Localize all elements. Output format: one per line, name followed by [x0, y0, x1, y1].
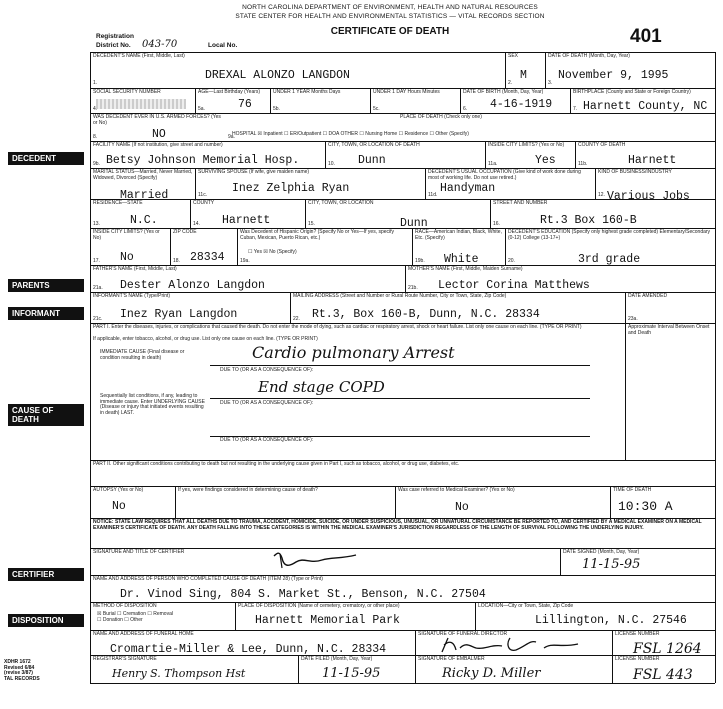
county-of-death-value: Harnett [628, 154, 677, 167]
disposition-tab: DISPOSITION [8, 614, 84, 627]
item-number: 21c. [93, 316, 103, 322]
caption-informant: INFORMANT'S NAME (Type/Print) [93, 293, 171, 299]
caption-usual-occupation: DECEDENT'S USUAL OCCUPATION (Give kind of work done during most of working life. Do not use retired.) [428, 169, 581, 181]
caption-date-amended: DATE AMENDED [628, 293, 668, 299]
caption-hispanic-origin: Was Decedent of Hispanic Origin? (Specify No or Yes—If yes, specify Cuban, Mexican, Puerto Rican, etc.) [240, 229, 395, 241]
center-line: STATE CENTER FOR HEALTH AND ENVIRONMENTAL STATISTICS — VITAL RECORDS SECTION [235, 13, 545, 20]
caption-license-number-2: LICENSE NUMBER [615, 656, 660, 662]
caption-date-signed: DATE SIGNED (Month, Day, Year) [563, 549, 640, 555]
caption-sex: SEX [508, 53, 519, 59]
item-number: 4. [93, 106, 98, 112]
item-number: 17. [93, 258, 100, 264]
date-of-birth-value: 4-16-1919 [490, 98, 553, 111]
item-number: 12. [598, 192, 605, 198]
caption-ssn: SOCIAL SECURITY NUMBER [93, 89, 161, 95]
item-number: 3. [548, 80, 553, 86]
due-to-a-value: End stage COPD [258, 378, 385, 396]
decedent-tab: DECEDENT [8, 152, 84, 165]
autopsy-value: No [112, 500, 126, 513]
item-number: 13. [93, 221, 100, 227]
date-filed-value: 11-15-95 [322, 666, 381, 681]
item-number: 21b. [408, 285, 418, 291]
caption-mailing-address: MAILING ADDRESS (Street and Number or Rural Route Number, City or Town, State, Zip Code) [293, 293, 507, 299]
item-number: 15. [308, 221, 315, 227]
caption-residence-state: RESIDENCE—STATE [93, 200, 143, 206]
mailing-address-value: Rt.3, Box 160-B, Dunn, N.C. 28334 [312, 308, 540, 321]
item-number: 14. [193, 221, 200, 227]
medical-examiner-notice: NOTICE: STATE LAW REQUIRES THAT ALL DEATHS DUE TO TRAUMA, ACCIDENT, HOMICIDE, SUICIDE, OR UNDER SUSPICIOUS, UNUSUAL, OR UNNATURAL CIRCUMSTANCE BE REPORTED TO, AND CERTIFIED BY A MEDICAL EXAMINER ON A MEDICAL EXAMINER'S CERTIFICATE OF DEATH. ANY DEATH FALLING INTO THESE CATEGORIES IS WITHIN THE MEDICAL EXAMINER'S JURISDICTION REGARDLESS OF THE LENGTH OF SURVIVAL FOLLOWING THE UNDERLYING INJURY. [93, 519, 702, 531]
caption-surviving-spouse: SURVIVING SPOUSE (If wife, give maiden name) [198, 169, 310, 175]
immediate-cause-value: Cardio pulmonary Arrest [252, 343, 455, 362]
residence-state-value: N.C. [130, 214, 158, 227]
item-number: 6. [463, 106, 468, 112]
item-number: 1. [93, 80, 98, 86]
caption-decedent-name: DECEDENT'S NAME (First, Middle, Last) [93, 53, 185, 59]
item-number: 2. [508, 80, 513, 86]
caption-inside-city-limits-2: INSIDE CITY LIMITS? (Yes or No) [93, 229, 160, 241]
armed-forces-value: NO [152, 128, 166, 141]
item-number: 9b. [93, 161, 100, 167]
item-number: 9a. [228, 134, 235, 140]
caption-part1-b: If applicable, enter tobacco, alcohol, or drug use. List only one cause on each line. (TYPE OR PRINT) [93, 336, 318, 342]
medical-examiner-value: No [455, 501, 469, 514]
street-value: Rt.3 Box 160-B [540, 214, 637, 227]
item-number: 20. [508, 258, 515, 264]
registrar-signature-value: Henry S. Thompson Hst [112, 667, 246, 680]
form-revision-note: XDHR 1672 Revised 6/84 (revise 3/87) TAL RECORDS [4, 659, 40, 682]
caption-funeral-home: NAME AND ADDRESS OF FUNERAL HOME [93, 631, 194, 637]
caption-due-to-c: DUE TO (OR AS A CONSEQUENCE OF): [220, 437, 314, 443]
facility-name-value: Betsy Johnson Memorial Hosp. [106, 154, 300, 167]
caption-street: STREET AND NUMBER [493, 200, 548, 206]
caption-under-1-day: UNDER 1 DAY Hours Minutes [373, 89, 440, 95]
caption-method-disposition: METHOD OF DISPOSITION [93, 603, 157, 609]
item-number: 16. [493, 221, 500, 227]
caption-place-of-disposition: PLACE OF DISPOSITION (Name of cemetery, crematory, or other place) [238, 603, 400, 609]
embalmer-signature-value: Ricky D. Miller [442, 666, 541, 681]
caption-immediate-cause: IMMEDIATE CAUSE (Final disease or condition resulting in death) [100, 349, 185, 361]
license-2-value: FSL 443 [633, 667, 693, 683]
certifier-tab: CERTIFIER [8, 568, 84, 581]
inside-city-limits-2-value: No [120, 251, 134, 264]
district-number: 043-70 [142, 39, 178, 50]
caption-license-number: LICENSE NUMBER [615, 631, 660, 637]
item-number: 5a. [198, 106, 205, 112]
caption-date-of-death: DATE OF DEATH (Month, Day, Year) [548, 53, 630, 59]
date-of-death-value: November 9, 1995 [558, 69, 669, 82]
surviving-spouse-value: Inez Zelphia Ryan [232, 182, 350, 195]
caption-facility-name: FACILITY NAME (If not institution, give street and number) [93, 142, 223, 148]
decedent-name-value: DREXAL ALONZO LANGDON [205, 69, 350, 82]
caption-zip: ZIP CODE [173, 229, 197, 235]
caption-part2: PART II. Other significant conditions contributing to death but not resulting in the underlying cause given in Part I, such as tobacco, alcohol, or drug use, diabetes, etc. [93, 461, 460, 467]
caption-due-to-b: DUE TO (OR AS A CONSEQUENCE OF): [220, 400, 314, 406]
item-number: 11d. [428, 192, 438, 198]
caption-due-to-a: DUE TO (OR AS A CONSEQUENCE OF): [220, 367, 314, 373]
certificate-title: CERTIFICATE OF DEATH [330, 26, 450, 37]
district-label: District No. [96, 42, 131, 49]
residence-county-value: Harnett [222, 214, 271, 227]
item-number: 22. [293, 316, 300, 322]
caption-place-of-death: PLACE OF DEATH (Check only one) [400, 114, 482, 120]
place-of-disposition-value: Harnett Memorial Park [255, 614, 400, 627]
registration-label: Registration [96, 33, 134, 40]
caption-inside-city-limits: INSIDE CITY LIMITS? (Yes or No) [488, 142, 565, 148]
item-number: 5b. [273, 106, 280, 112]
caption-armed-forces: WAS DECEDENT EVER IN U.S. ARMED FORCES? (Yes or No) [93, 114, 221, 126]
certifier-signature [270, 550, 360, 577]
funeral-home-value: Cromartie-Miller & Lee, Dunn, N.C. 28334 [110, 643, 387, 656]
parents-tab: PARENTS [8, 279, 84, 292]
caption-marital-status: MARITAL STATUS—Married, Never Married, Widowed, Divorced (Specify) [93, 169, 193, 181]
item-number: 7. [573, 106, 578, 112]
caption-county: COUNTY [193, 200, 215, 206]
sex-value: M [520, 69, 527, 82]
city-of-death-value: Dunn [358, 154, 386, 167]
item-number: 11b. [578, 161, 588, 167]
caption-signature-certifier: SIGNATURE AND TITLE OF CERTIFIER [93, 549, 185, 555]
informant-tab: INFORMANT [8, 307, 84, 320]
item-number: 19b. [415, 258, 425, 264]
informant-value: Inez Ryan Langdon [120, 308, 238, 321]
caption-registrar: REGISTRAR'S SIGNATURE [93, 656, 157, 662]
caption-signature-funeral-director: SIGNATURE OF FUNERAL DIRECTOR [418, 631, 508, 637]
item-number: 11a. [488, 161, 498, 167]
local-number-label: Local No. [208, 42, 238, 49]
time-of-death-value: 10:30 A [618, 499, 673, 514]
cause-of-death-tab: CAUSE OF DEATH [8, 404, 84, 426]
inside-city-limits-value: Yes [535, 154, 556, 167]
residence-city-value: Dunn [400, 217, 428, 230]
caption-medical-examiner: Was case referred to Medical Examiner? (Yes or No) [398, 487, 515, 493]
date-signed-value: 11-15-95 [582, 557, 641, 572]
caption-birthplace: BIRTHPLACE (County and State or Foreign Country) [573, 89, 691, 95]
caption-location-disposition: LOCATION—City or Town, State, Zip Code [478, 603, 574, 609]
certificate-number: 401 [630, 26, 662, 47]
education-value: 3rd grade [578, 253, 641, 266]
place-of-death-options: HOSPITAL ☒ Inpatient ☐ ER/Outpatient ☐ DOA OTHER ☐ Nursing Home ☐ Residence ☐ Other (Specify) [232, 131, 469, 137]
caption-age: AGE—Last Birthday (Years) [198, 89, 261, 95]
business-value: Various Jobs [607, 190, 690, 203]
caption-county-of-death: COUNTY OF DEATH [578, 142, 626, 148]
item-number: 21a. [93, 285, 103, 291]
race-value: White [444, 253, 479, 266]
mother-value: Lector Corina Matthews [438, 279, 590, 292]
item-number: 10. [328, 161, 335, 167]
item-number: 23a. [628, 316, 638, 322]
item-number: 18. [173, 258, 180, 264]
location-disposition-value: Lillington, N.C. 27546 [535, 614, 687, 627]
caption-signature-embalmer: SIGNATURE OF EMBALMER [418, 656, 485, 662]
item-number: 5c. [373, 106, 380, 112]
occupation-value: Handyman [440, 182, 496, 195]
completed-by-value: Dr. Vinod Sing, 804 S. Market St., Benson, N.C. 27504 [120, 588, 486, 601]
redacted-ssn [96, 99, 186, 109]
caption-race: RACE—American Indian, Black, White, Etc. (Specify) [415, 229, 502, 241]
caption-mother: MOTHER'S NAME (First, Middle, Maiden Surname) [408, 266, 523, 272]
caption-time-of-death: TIME OF DEATH [613, 487, 652, 493]
father-value: Dester Alonzo Langdon [120, 279, 265, 292]
zip-value: 28334 [190, 251, 225, 264]
disposition-options: ☒ Burial ☐ Cremation ☐ Removal ☐ Donation ☐ Other [97, 611, 173, 623]
caption-completed-by: NAME AND ADDRESS OF PERSON WHO COMPLETED CAUSE OF DEATH (ITEM 28) (Type or Print) [93, 576, 323, 582]
caption-kind-of-business: KIND OF BUSINESS/INDUSTRY [598, 169, 672, 175]
birthplace-value: Harnett County, NC [583, 100, 708, 113]
item-number: 8. [93, 134, 98, 140]
caption-interval: Approximate Interval Between Onset and Death [628, 324, 710, 336]
caption-autopsy-findings: If yes, were findings considered in determining cause of death? [178, 487, 318, 493]
caption-city-of-death: CITY, TOWN, OR LOCATION OF DEATH [328, 142, 420, 148]
caption-education: DECEDENT'S EDUCATION (Specify only highest grade completed) Elementary/Secondary (0-12) College (13-17+) [508, 229, 711, 241]
caption-autopsy: AUTOPSY (Yes or No) [93, 487, 144, 493]
age-value: 76 [238, 98, 252, 111]
caption-date-filed: DATE FILED (Month, Day, Year) [301, 656, 373, 662]
caption-date-of-birth: DATE OF BIRTH (Month, Day, Year) [463, 89, 544, 95]
caption-part1: PART I. Enter the diseases, injuries, or complications that caused the death. Do not enter the mode of dying, such as cardiac or respiratory arrest, shock or heart failure. List only one cause on each line. (TYPE OR PRINT) [93, 324, 582, 330]
marital-status-value: Married [120, 189, 169, 202]
caption-sequential: Sequentially list conditions, if any, leading to immediate cause. Enter UNDERLYING CAUSE (Disease or injury that initiated events resulting in death) LAST. [100, 393, 205, 416]
caption-under-1-year: UNDER 1 YEAR Months Days [273, 89, 341, 95]
license-1-value: FSL 1264 [633, 641, 702, 657]
caption-city-town: CITY, TOWN, OR LOCATION [308, 200, 374, 206]
item-number: 11c. [198, 192, 208, 198]
department-line: NORTH CAROLINA DEPARTMENT OF ENVIRONMENT, HEALTH AND NATURAL RESOURCES [242, 4, 538, 11]
hispanic-options: ☐ Yes ☒ No (Specify) [248, 249, 297, 255]
caption-father: FATHER'S NAME (First, Middle, Last) [93, 266, 177, 272]
item-number: 19a. [240, 258, 250, 264]
